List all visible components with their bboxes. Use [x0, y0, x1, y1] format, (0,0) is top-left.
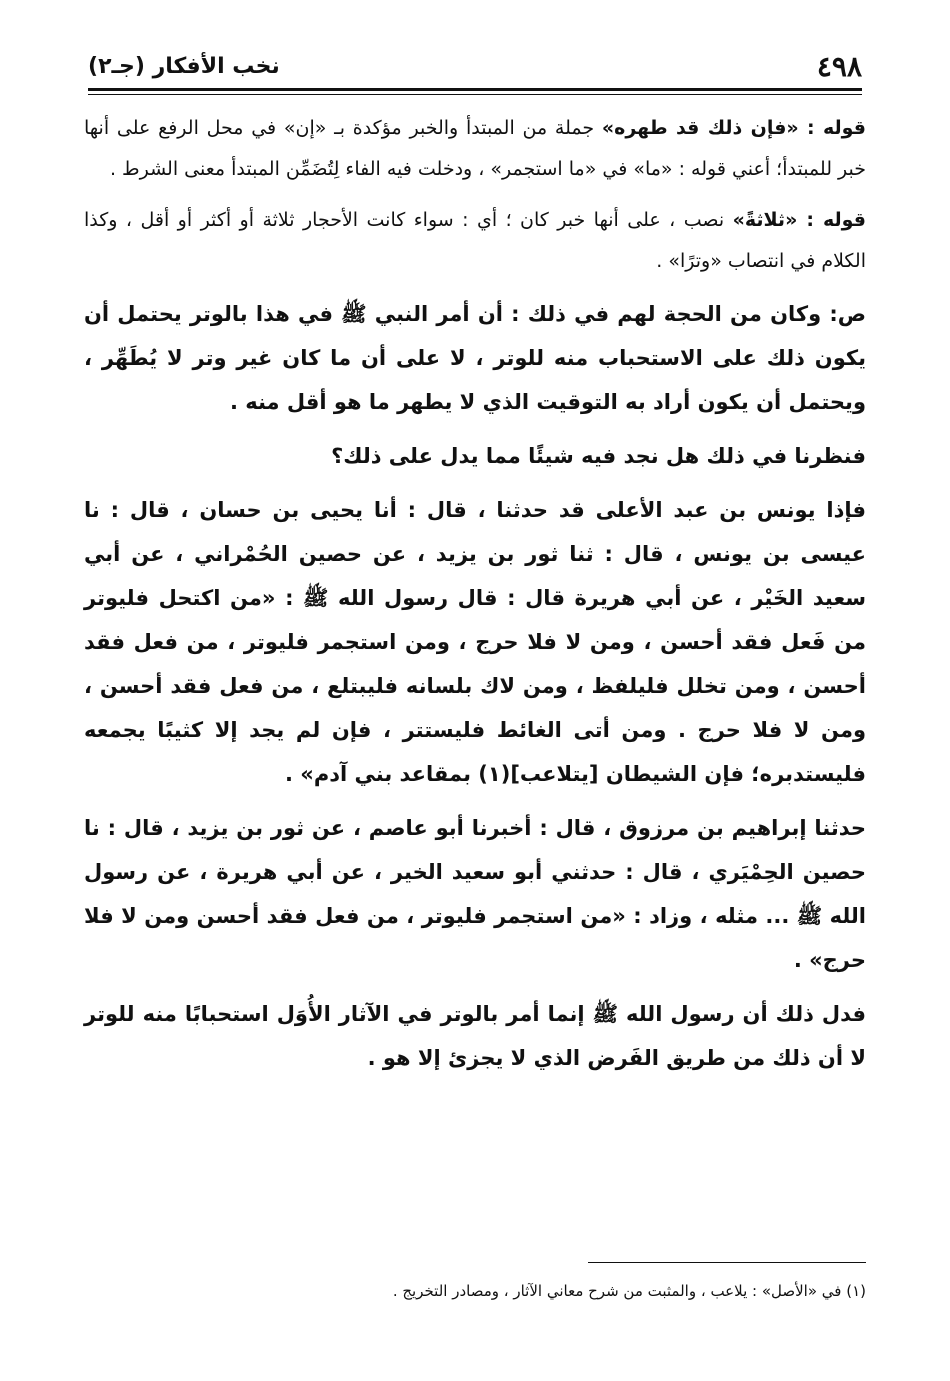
paragraph-text: جملة من المبتدأ والخبر مؤكدة بـ «إن» في محل الرفع على أنها خبر للمبتدأ؛ أعني قوله : «ما» في «ما استجمر» ، ودخلت فيه الفاء لِتُضَمِّن المبتدأ معنى الشرط .	[84, 117, 866, 180]
header-rule-thin	[88, 94, 862, 95]
page-number: ٤٩٨	[816, 50, 862, 83]
quoted-phrase: قوله : «ثلاثةً»	[732, 209, 866, 231]
page-header	[88, 50, 862, 84]
main-text-paragraph: ص: وكان من الحجة لهم في ذلك : أن أمر النبي ﷺ في هذا بالوتر يحتمل أن يكون ذلك على الاستحباب منه للوتر ، لا على أن ما كان غير وتر لا يُطَهِّر ، ويحتمل أن يكون أراد به التوقيت الذي لا يطهر ما هو أقل منه .	[84, 302, 866, 414]
running-title: نخب الأفكار (جـ٢)	[88, 54, 280, 79]
header-rule-thick	[88, 88, 862, 91]
main-text-paragraph: فدل ذلك أن رسول الله ﷺ إنما أمر بالوتر في الآثار الأُوَل استحبابًا منه للوتر لا أن ذلك من طريق الفَرض الذي لا يجزئ إلا هو .	[84, 1002, 866, 1070]
page-body	[84, 108, 866, 1090]
footnote: (١) في «الأصل» : يلاعب ، والمثبت من شرح معاني الآثار ، ومصادر التخريج .	[392, 1282, 866, 1300]
main-text-paragraph: فنظرنا في ذلك هل نجد فيه شيئًا مما يدل على ذلك؟	[331, 444, 866, 468]
quoted-phrase: قوله : «فإن ذلك قد طهره»	[601, 117, 866, 139]
hadith-paragraph: حدثنا إبراهيم بن مرزوق ، قال : أخبرنا أبو عاصم ، عن ثور بن يزيد ، قال : نا حصين الحِمْيَري ، قال : حدثني أبو سعيد الخير ، عن أبي هريرة ، عن رسول الله ﷺ ... مثله ، وزاد : «من استجمر فليوتر ، من فعل فقد أحسن ومن لا فلا حرج» .	[84, 816, 866, 972]
commentary-paragraph	[84, 200, 866, 282]
footnote-separator	[588, 1262, 866, 1263]
commentary-paragraph	[84, 108, 866, 190]
hadith-paragraph: فإذا يونس بن عبد الأعلى قد حدثنا ، قال : أنا يحيى بن حسان ، قال : نا عيسى بن يونس ، قال : ثنا ثور بن يزيد ، عن حصين الحُمْراني ، عن أبي سعيد الخَيْر ، عن أبي هريرة قال : قال رسول الله ﷺ : «من اكتحل فليوتر من فَعل فقد أحسن ، ومن لا فلا حرج ، ومن استجمر فليوتر ، من فعل فقد أحسن ، ومن تخلل فليلفظ ، ومن لاك بلسانه فليبتلع ، من فعل فقد أحسن ، ومن لا فلا حرج . ومن أتى الغائط فليستتر ، فإن لم يجد إلا كثيبًا يجمعه فليستدبره؛ فإن الشيطان [يتلاعب](١) بمقاعد بني آدم» .	[84, 498, 866, 786]
paragraph-text: نصب ، على أنها خبر كان ؛ أي : سواء كانت الأحجار ثلاثة أو أكثر أو أقل ، وكذا الكلام في انتصاب «وترًا» .	[84, 209, 866, 272]
